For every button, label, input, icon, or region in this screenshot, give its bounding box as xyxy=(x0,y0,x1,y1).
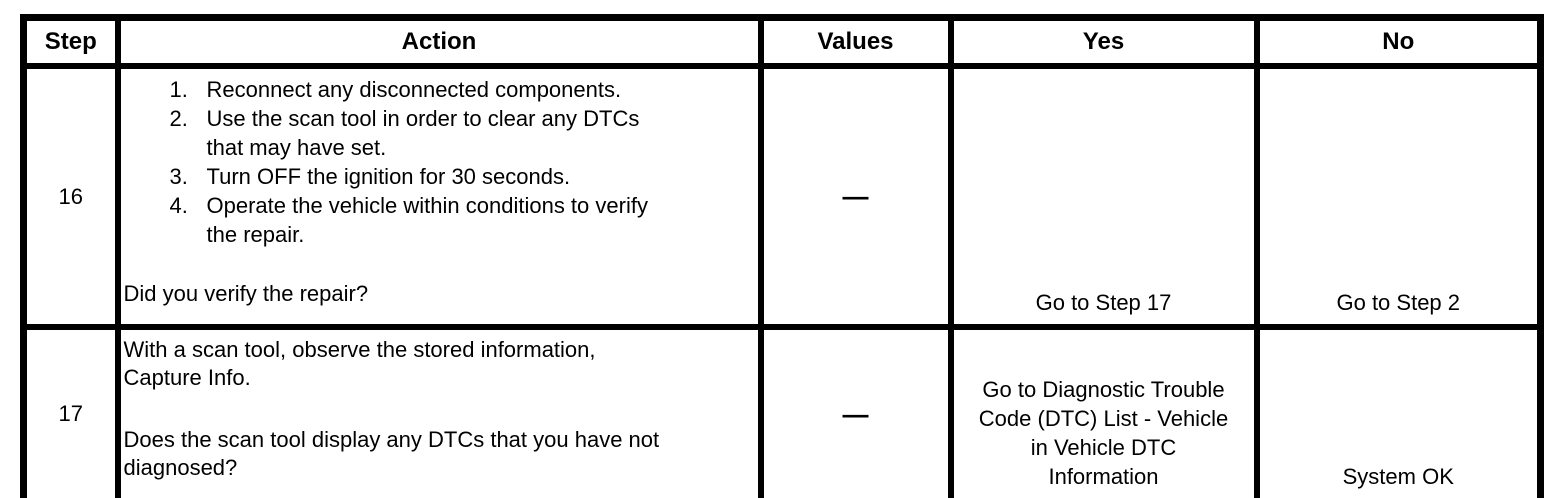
no-cell: Go to Step 2 xyxy=(1257,66,1541,327)
list-marker: 3. xyxy=(169,164,188,189)
yes-cell-line: Information xyxy=(1048,464,1159,489)
list-marker: 4. xyxy=(169,193,188,218)
no-cell: System OK xyxy=(1257,327,1541,498)
header-row xyxy=(24,18,1541,67)
action-question: Did you verify the repair? xyxy=(123,281,369,306)
action-question: Does the scan tool display any DTCs that you have not diagnosed? xyxy=(123,427,660,480)
action-content xyxy=(124,75,755,308)
table-row-step-17 xyxy=(24,327,1541,498)
action-content xyxy=(124,336,755,482)
col-header-values: Values xyxy=(761,18,951,67)
list-marker: 1. xyxy=(169,77,188,102)
yes-cell-line: Go to Diagnostic Trouble xyxy=(982,377,1225,402)
yes-cell-text xyxy=(962,375,1246,491)
yes-cell xyxy=(951,327,1257,498)
yes-cell: Go to Step 17 xyxy=(951,66,1257,327)
action-cell xyxy=(118,66,761,327)
action-numbered-list xyxy=(124,75,755,249)
list-item xyxy=(124,162,755,191)
list-item-text: Use the scan tool in order to clear any DTCs that may have set. xyxy=(206,106,640,160)
diagnostic-table xyxy=(20,14,1544,498)
list-marker: 2. xyxy=(169,106,188,131)
values-cell: — xyxy=(761,327,951,498)
values-cell: — xyxy=(761,66,951,327)
list-item xyxy=(124,104,755,162)
yes-cell-line: in Vehicle DTC xyxy=(1030,435,1177,460)
step-number: 17 xyxy=(24,327,118,498)
list-item xyxy=(124,75,755,104)
col-header-action: Action xyxy=(118,18,761,67)
col-header-no: No xyxy=(1257,18,1541,67)
list-item-text: Turn OFF the ignition for 30 seconds. xyxy=(206,164,571,189)
col-header-step: Step xyxy=(24,18,118,67)
action-statement: With a scan tool, observe the stored information, Capture Info. xyxy=(123,337,596,390)
list-item xyxy=(124,191,755,249)
action-cell xyxy=(118,327,761,498)
step-number: 16 xyxy=(24,66,118,327)
table-row-step-16 xyxy=(24,66,1541,327)
yes-cell-line: Code (DTC) List - Vehicle xyxy=(978,406,1229,431)
list-item-text: Operate the vehicle within conditions to verify the repair. xyxy=(206,193,648,247)
list-item-text: Reconnect any disconnected components. xyxy=(206,77,622,102)
col-header-yes: Yes xyxy=(951,18,1257,67)
